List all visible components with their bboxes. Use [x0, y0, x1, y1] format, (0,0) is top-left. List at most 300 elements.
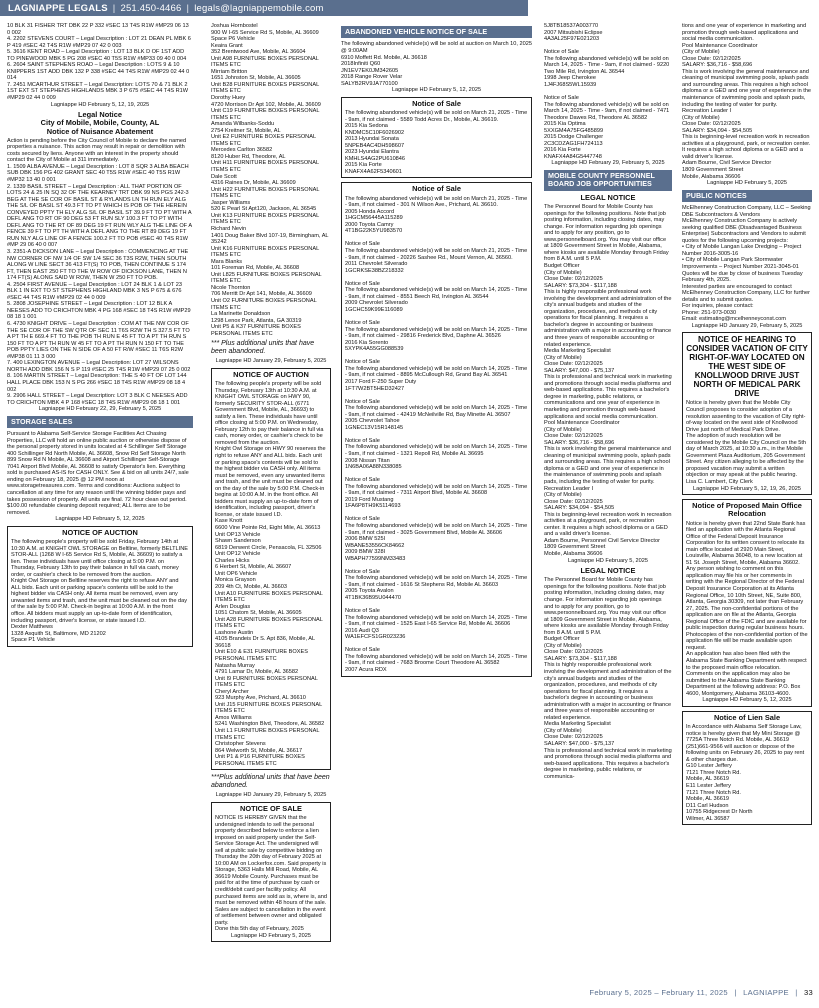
- notice-line: Joshua Hornbostel: [211, 23, 258, 29]
- notice-line: KNAFX4A84G5447748: [544, 153, 602, 160]
- notice-line: SALYB2RV9JA770100: [341, 80, 398, 87]
- notice-line: 8. 106 MARTIN STREET – Legal Description: THE S 40 FT OF LOT 144 HALL PLACE DBK 153 N S PG 266 #SEC 18 T4S R1W #MP29 08 18 4 002: [7, 373, 187, 393]
- notice-line: 1J4FJ68S5WL15939: [544, 81, 597, 88]
- notice-line: Adam Bourne, Personnel Civil Service Director: [544, 537, 660, 544]
- notice-line: 2019 Ford Mustang: [345, 496, 394, 503]
- notice-line: Notice of Sale: [345, 280, 380, 287]
- column-4-left: [544, 23, 672, 971]
- notice-line: Close Date: 02/12/2025: [544, 276, 603, 283]
- notice-line: 1GNEC13V15R148145: [345, 424, 404, 431]
- page-footer: [589, 988, 813, 997]
- notice-title: NOTICE OF AUCTION: [62, 527, 138, 537]
- legal-notice: [7, 526, 193, 647]
- notice-line: 6600 Vine Pointe Rd, Eight Mile, AL 36613: [215, 525, 321, 532]
- notice-line: 6. 4730 KNIGHT DRIVE – Legal Description : COM AT THE NW COR OF THE SE COR OF THE SW QTR OF SEC 11 T6S R2W TH S 327.5 FT TO A PT TH E 669.4 FT TO THE POB TH RUN E 45 FT TO A PT TH RUN S 150 FT TO A PT TH RUN W 45 FT TO A PT TH RUN N 150 FT TO THE POB PPTY LIES ON THE N SIDE OF A 50 FT R/W #SEC 11 T6S R2W #MP38 01 11 3 000: [7, 321, 190, 360]
- notice-line: Notice of Sale: [345, 437, 380, 444]
- notice-line: Phone: 251-973-0030: [682, 309, 737, 316]
- columns-area: [7, 23, 812, 971]
- publication-dates: Lagniappe HD February 5, 12, 2025: [55, 516, 145, 523]
- publication-dates: Lagniappe HD February 5, 12, 19, 26, 2025: [693, 485, 801, 492]
- column-3: [341, 23, 532, 971]
- notice-line: Close Date: 02/12/2025: [544, 433, 603, 440]
- notice-line: Notice of Sale: [345, 477, 380, 484]
- notice-line: Notice is hereby given that 22nd State Bank has filed an application with the Atlanta Regional Office of the Federal Deposit Insurance Corporation for its written consent to relocate its main office located at 2920 Main Street, Louisville, Alabama 36048, to a new location at 51 St. Joseph Street, Mobile, Alabama 36602.: [686, 520, 806, 566]
- notice-line: WBANE53556CK84662: [345, 542, 405, 549]
- legal-notice: [341, 182, 532, 676]
- footer-separator: |: [795, 988, 798, 997]
- legal-notice: [7, 111, 193, 413]
- notice-line: The following abandoned vehicle(s) will be sold on March 14, 2025 - Time - 9am, if not claimed - 9220 Two Mile Rd, Irvington AL 36544: [544, 55, 670, 75]
- notice-line: The following abandoned vehicle(s) will be sold on March 21, 2025 - Time - 9am, if not claimed - 5589 Todd Acres Dr., Mobile, AL 36619.: [345, 109, 528, 123]
- notice-line: 5. 3616 KENT ROAD – Legal Description : LOT 13 BLK D OF 1ST ADD TO PINEWOOD MBK 5 PG 208 #SEC 40 T5S R1W #MP33 09 40 0 004: [7, 49, 187, 62]
- notice-line: La Marinette Donaldson: [211, 311, 271, 318]
- notice-line: Amos Williams: [215, 714, 252, 721]
- notice-line: 2011 Chevrolet Silverado: [345, 261, 408, 268]
- notice-line: SALARY: $47,000 - $75,137: [544, 741, 615, 747]
- notice-line: Notice of Sale: [345, 359, 380, 366]
- publication-dates: Lagniappe HD February 5, 2025: [568, 557, 648, 564]
- notice-line: 2016 Kia Sorento: [345, 339, 389, 346]
- notice-line: 2017 Ford F-250 Super Duty: [345, 378, 417, 385]
- column-4: [544, 23, 812, 971]
- notice-text: [7, 431, 193, 523]
- notice-line: 5J8TB18537A003770: [544, 23, 599, 29]
- publication-dates: Lagniappe HD February 5, 12, 2025: [702, 697, 792, 704]
- publication-dates: Lagniappe HD January 29, February 5, 2025: [215, 358, 327, 365]
- legal-notice: [341, 97, 532, 179]
- notice-line: Charles Hicks: [215, 557, 250, 564]
- notice-line: 6 Herbert St, Mobile, AL 36607: [215, 564, 292, 571]
- notice-line: 2016 Kia Forte: [544, 147, 581, 154]
- notice-title: Notice of Proposed Main Office Relocation: [692, 501, 802, 519]
- publication-dates: Lagniappe HD February 5, 2025: [231, 932, 311, 939]
- notice-line: Unit H11 FURNITURE BOXES PERSONAL ITEMS ETC: [211, 160, 319, 174]
- notice-line: Monica Grayson: [215, 577, 256, 584]
- notice-line: Richard Nevin: [211, 225, 247, 232]
- notice-line: 2. 1339 BASIL STREET – Legal Description : ALL THAT PORTION OF LOTS 24 & 25 IN SQ 32 OF THE KEARNEY TRT DBK 99 NS PGS 242-3 BEG AT THE SE COR OF BASIL ST & RYLANDS LN TH RUN ELY ALG THE S/L OF BASIL ST 49.3 FT TO PT WHICH IS POB OF THE HEREIN CONVEYED PPTY TH ELY ALG S/L OF BASIL ST 39.9 FT TO PT WITH A DEFL ANG TO RT OF 90 DEG 53 FT RUN SLY 100.3 FT TO PT WITH DEFL ANG TO THE RT OF 89 DEG 19 FT RUN WLY ALG THE LINE OF A FENCE 39 FT TO PT TH WITH A DEFL ANG TO THE RT 89 DEG 19 FT RUN NLY ALG LINE OF A FENCE 100.2 FT TO POB #SEC 40 T4S R1W #MP 29 06 40 0 007: [7, 183, 192, 249]
- header-phone: 251.450-4466: [120, 2, 182, 14]
- notice-line: An application has also been filed with the Alabama State Banking Department with respect to the proposed main office relocation. Comments on the application may also be submitted to the Alabama State Banking Department at the following address: P.O. Box 4600, Montgomery, Alabama 36103-4600.: [686, 651, 807, 697]
- notice-line: Unit K13 FURNITURE BOXES PERSONAL ITEMS ETC: [211, 212, 319, 226]
- notice-text: [7, 23, 193, 108]
- notice-line: The following abandoned vehicle(s) will be sold on March 21, 2025 - Time - 9am, if not claimed - 301 N Wilson Ave., Prichard, AL 36610.: [345, 195, 528, 209]
- notice-line: 923 Murphy Ave, Prichard, AL 36610: [215, 695, 306, 702]
- notice-line: 5XXGM4A75FG485899: [544, 127, 604, 134]
- publication-dates: Lagniappe HD February 5, 12, 19, 2025: [50, 101, 150, 108]
- notice-line: Media Marketing Specialist: [544, 721, 611, 728]
- notice-line: Unit OP12 Vehicle: [215, 551, 261, 558]
- notice-line: SALARY: $36,716 - $58,696: [544, 439, 615, 446]
- notice-line: Unit OP13 Vehicle: [215, 531, 261, 538]
- notice-line: 2008 Nissan Titan: [345, 457, 390, 464]
- notice-line: The following abandoned vehicle(s) will be sold on March 14, 2025 - Time - 9am, if not claimed - 1321 Repoll Rd, Mobile AL 36695: [345, 444, 528, 457]
- column-2: [211, 23, 331, 971]
- notice-text: [682, 205, 812, 329]
- notice-title: NOTICE OF AUCTION: [233, 369, 309, 379]
- column-1: [7, 23, 193, 971]
- notice-line: tions and one year of experience in marketing and promotion through web-based applications and social media communication.: [682, 23, 807, 43]
- notice-line: Close Date: 02/12/2025: [682, 55, 741, 62]
- notice-title: Legal Notice City of Mobile, Mobile, County, AL Notice of Nuisance Abatement: [40, 110, 160, 136]
- notice-line: 209 4th Ct, Mobile, AL 36603: [215, 583, 287, 590]
- notice-line: 4A3AL25F97E021203: [544, 36, 600, 43]
- notice-line: • City of Mobile Langan Lake Dredging – Project Number 2016-3005-16: [682, 244, 802, 257]
- notice-line: Lisa C. Lambert, City Clerk: [686, 479, 753, 486]
- section-heading: STORAGE SALES: [7, 416, 193, 428]
- section-title: LAGNIAPPE LEGALS: [8, 2, 108, 14]
- notice-line: 4720 Morrison Dr Apt 102, Mobile, AL 36609: [211, 101, 321, 108]
- notice-line: Mobile, Alabama 36606: [682, 173, 741, 180]
- notice-line: The following abandoned vehicle(s) will be sold on March 14, 2025 - Time - 9am, if not claimed - 29816 Frederick Blvd, Daphne AL 36526: [345, 326, 528, 340]
- notice-line: The Personnel Board for Mobile County has openings for the following positions. Note that job posting information, including closing dates, may change. For information regarding job openings and to apply for any position, go to www.personnelboard.org. You may visit our office at 1809 Government Street in Mobile, Alabama, where kiosks are available Monday through Friday from 8 A.M. until 5 P.M.: [544, 577, 669, 636]
- publication-dates: Lagniappe HD February 29, February 5, 2025: [551, 160, 665, 167]
- footer-separator: |: [734, 988, 737, 997]
- notice-text: [211, 792, 331, 799]
- notice-line: Kase Knott: [215, 518, 243, 525]
- notice-line: Knight Owl Storage on Beltline reserves the right to refuse ANY and ALL bids. Each unit or parking space's contents will be sold to the highest bidder via CASH only. All items must be removed, even any unwanted items and trash, and the unit must be cleaned out on the day of the sale by 5:00 P.M. Check-in begins at 10:00 A.M. in the front office. All bidders must supply an up-to-date form of identification, including passport, driver's license, or state issued I.D.: [11, 578, 188, 624]
- notice-line: Nicole Thornton: [211, 284, 251, 291]
- notice-line: 2015 Kia Forte: [345, 162, 382, 169]
- notice-line: 2015 Kia Sedona: [345, 123, 388, 130]
- notice-line: 2007 Mitsubishi Eclipse: [544, 29, 603, 36]
- notice-line: 2015 Dodge Challenger: [544, 134, 604, 141]
- notice-line: 7121 Three Notch Rd.: [686, 789, 741, 796]
- notice-line: Notice of Sale: [544, 49, 579, 56]
- notice-line: 6910 Moffett Rd. Mobile, AL 36618: [341, 54, 427, 61]
- notice-title: Notice of Sale: [412, 98, 461, 108]
- notice-line: 2009 BMW 328I: [345, 549, 386, 556]
- notice-line: Pool Maintenance Coordinator: [544, 420, 620, 427]
- notice-line: (City of Mobile): [544, 426, 582, 433]
- notice-line: JN1EV7EK0JM342605: [341, 67, 399, 74]
- notice-line: Unit P1 & P16 FURNITURE BOXES PERSONAL ITEMS ETC: [215, 754, 305, 767]
- notice-line: The following abandoned vehicle(s) will be sold on March 14, 2025 - Time - 9am, if not claimed - 42419 McNeilville Rd, Bay Minette AL 36507: [345, 405, 528, 418]
- notice-line: Recreation Leader I: [544, 485, 594, 492]
- notice-line: Notice of Sale: [345, 241, 380, 248]
- notice-line: 5NPEB4AC4DH598607: [345, 142, 405, 149]
- notice-line: KNDMC5C10F6026902: [345, 129, 405, 136]
- notice-line: Mobile, AL 36619: [686, 776, 730, 783]
- notice-line: The following abandoned vehicle(s) will be sold on March 14, 2025 - Time - 9am, if not claimed - 1525 East I-65 Service Rd, Mobile AL 36606: [345, 614, 528, 628]
- notice-line: Arlen Douglas: [215, 603, 251, 610]
- publication-dates: Lagniappe HD February 22, 29, February 5, 2025: [38, 406, 162, 413]
- notice-line: This is highly responsible professional work involving the development and administration of the city's annual budgets and studies of the organization, procedures, and methods of city operations for fiscal planning. It requires a bachelor's degree in accounting or business administration with a major in accounting or finance and three years of responsible accounting or related experience.: [544, 289, 672, 348]
- notice-line: The following people's property will be sold Friday, February 14th at 10:30 A.M. at KNIGHT OWL STORAGE on Beltline, formerly BELTLINE STOR-ALL (1268 W I-65 Service Rd S, Mobile, AL 36609) to satisfy a lien. These individuals have until office closing at 5:00 P.M. on Thursday, February 13th to pay their balance in full via cash, money order, or cashier's check to be removed from the auction.: [11, 538, 188, 578]
- notice-line: Mercedes Carlton 36582: [211, 147, 273, 154]
- notice-line: 10755 Ridgecrest Dr North: [686, 809, 753, 816]
- notice-line: 4791 Lamar Dr, Mobile, AL 36582: [215, 669, 299, 676]
- abandoned-units-note: ***Plus additional units that have been abandoned.: [211, 774, 330, 790]
- notice-line: SALARY: $73,304 - $117,188: [544, 655, 617, 662]
- notice-line: Close Date: 02/12/2025: [544, 498, 603, 505]
- notice-line: Close Date: 02/12/2025: [682, 121, 741, 128]
- notice-line: 4105 Brandeis Dr S. Apt 836, Mobile, AL 36618: [215, 636, 315, 649]
- notice-line: 5. 2808 JOSEPHINE STREET – Legal Description : LOT 12 BLK A NEESES ADD TO CRICHTON MBK 4 PG 168 #SEC 18 T4S R1W #MP29 08 18 1 001: [7, 301, 191, 321]
- notice-line: 2C3CDZAG1FH724113: [544, 140, 603, 147]
- notice-line: Unit OP6 Vehicle: [215, 570, 258, 577]
- notice-line: 7121 Three Notch Rd.: [686, 769, 741, 776]
- header-email: legals@lagniappemobile.com: [194, 2, 324, 14]
- notice-line: Unit E2 FURNITURE BOXES PERSONAL ITEMS ETC: [211, 134, 316, 147]
- notice-line: The Personnel Board for Mobile County has openings for the following positions. Note that job posting information, including closing dates, may change. For information regarding job openings and to apply for any position, go to www.personnelboard.org. You may visit our office at 1809 Government Street in Mobile, Alabama, where kiosks are available Monday through Friday from 8 A.M. until 5 P.M.: [544, 204, 669, 263]
- notice-text: [544, 23, 672, 167]
- notice-line: WBAPH77599NM33483: [345, 555, 406, 562]
- notice-title: Notice of Lien Sale: [713, 712, 781, 722]
- notice-line: Unit C19 FURNITURE BOXES PERSONAL ITEMS ETC: [211, 108, 320, 121]
- notice-line: 2018 Range Rover Velar: [341, 74, 403, 81]
- notice-line: 5XYPK4A55GG088539: [345, 346, 404, 353]
- page-header: [0, 0, 819, 16]
- legal-notice: [211, 802, 331, 943]
- notice-line: Notice is hereby given that the Mobile City Council proposes to consider adoption of a resolution assenting to the vacation of City right-of-way located on the west side of Knollwood Drive just north of Medical Park Drive.: [686, 400, 806, 433]
- notice-line: Dexter Matthews: [11, 624, 53, 631]
- notice-line: 4T1BG22K5YU983570: [345, 228, 403, 235]
- notice-line: 2007 Acura RDX: [345, 667, 387, 674]
- notice-line: Wilmer, AL 36587: [686, 815, 730, 822]
- notice-line: 520 E Pearl St Apt120, Jackson, AL 36545: [211, 206, 317, 213]
- notice-line: Unit O2 FURNITURE BOXES PERSONAL ITEMS ETC: [211, 297, 317, 311]
- notice-line: 1N6BA06A88N338085: [345, 464, 402, 471]
- notice-line: (City of Mobile): [682, 114, 720, 121]
- notice-line: 9. 2906 HALL STREET – Legal Description: LOT 3 BLK C NEESES ADD TO CRICHTON MBK 4 P 168 #SEC 18 T4S R1W #MP29 08 18 1 001: [7, 393, 188, 406]
- notice-line: The following abandoned vehicle(s) will be sold at auction on March 10, 2025 @ 9:00AM: [341, 41, 532, 54]
- notice-line: Cheryl Archer: [215, 688, 249, 695]
- notice-line: KMHLS4AG2PU610846: [345, 155, 406, 162]
- notice-line: Media Marketing Specialist: [544, 348, 611, 355]
- notice-line: 2005 Toyota Avalon: [345, 588, 394, 595]
- notice-line: Unit A10 FURNITURE BOXES PERSONAL ITEMS ETC: [215, 590, 323, 604]
- legal-notice: [682, 499, 812, 707]
- notice-line: This is highly responsible professional work involving the development and administration of the city's annual budgets and studies of the organization, procedures, and methods of city operations for fiscal planning. It requires a bachelor's degree in accounting or business administration with a major in accounting or finance and three years of responsible accounting or related experience.: [544, 662, 672, 721]
- notice-line: (City of Mobile): [544, 727, 582, 734]
- publication-dates: Lagniappe HD February 5, 12, 2025: [391, 87, 482, 94]
- notice-line: Space P6 Vehicle: [211, 36, 255, 43]
- notice-line: Shawn Sanderson: [215, 538, 261, 545]
- notice-line: 1051 Chatom St, Mobile, AL 36605: [215, 610, 302, 617]
- notice-line: Mirriam Britton: [211, 68, 248, 75]
- notice-line: Close Date: 02/12/2025: [544, 361, 603, 368]
- notice-line: SALARY: $34,094 - $54,505: [544, 505, 615, 512]
- notice-line: Unit I9 FURNITURE BOXES PERSONAL ITEMS ETC: [215, 675, 318, 689]
- notice-line: Done this 5th day of February, 2025: [215, 926, 304, 933]
- notice-line: 7. 2451 MCARTHUR STREET – Legal Description: LOTS 70 & 71 BLK 2 1ST EXT ST STEPHENS HIGHLANDS MBK 3 P 675 #SEC 44 T4S R1W #MP29 02 44 0 009: [7, 81, 189, 102]
- notice-line: 2015 Kia Optima: [544, 121, 586, 128]
- notice-line: For inquiries, please contact:: [682, 303, 754, 310]
- notice-line: Notice of Sale: [345, 320, 380, 327]
- footer-publication: LAGNIAPPE: [743, 988, 789, 997]
- notice-line: Unit H22 FURNITURE BOXES PERSONAL ITEMS ETC: [211, 186, 320, 200]
- notice-line: Dale Scott: [211, 173, 237, 180]
- footer-dates: February 5, 2025 – February 11, 2025: [589, 988, 728, 997]
- notice-text: [211, 23, 331, 337]
- notice-line: Unit K16 FURNITURE BOXES PERSONAL ITEMS ETC: [211, 245, 319, 259]
- notice-line: Unit B28 FURNITURE BOXES PERSONAL ITEMS ETC: [211, 81, 319, 95]
- section-heading: MOBILE COUNTY PERSONNEL BOARD JOB OPPORTUNITIES: [544, 170, 672, 191]
- notice-line: 5241 Washington Blvd, Theodore, AL 36582: [215, 721, 325, 728]
- notice-line: Unit P5 & K37 FURNITURE BOXES PERSONAL ITEMS ETC: [211, 324, 301, 337]
- notice-line: 7. 400 LEXINGTON AVENUE – Legal Description: LOT 27 WILSONS NORTH ADD DBK 156 N S P 119 #SEC 25 T4S R1W #MP29 07 25 0 002: [7, 360, 191, 373]
- notice-line: 1401 Doug Baker Blvd 107-19, Birmingham, AL 35242: [211, 232, 329, 246]
- notice-line: D11 Carl Hudson: [686, 802, 729, 809]
- notice-line: 4. 2504 FIRST AVENUE – Legal Description : LOT 24 BLK 1 & LOT 23 BLK 1 IN EXT TO ST STEPHENS HIGHLAND MBK 3 NS P 675 & 676 #SEC 44 T4S R1W #MP29 02 44 0 009: [7, 281, 182, 301]
- notice-line: 6819 Derwent Circle, Pensacola, FL 32506: [215, 544, 322, 551]
- notice-line: 1651 Johnston St, Mobile, AL 36605: [211, 75, 301, 82]
- notice-line: This is professional and technical work in marketing and promotions through social media platforms and web-based applications. This requires a bachelor's degree in marketing, public relations, or communica-: [544, 747, 672, 780]
- notice-line: Unit L1 FURNITURE BOXES PERSONAL ITEMS ETC: [215, 727, 320, 741]
- notice-line: Quotes will be due by close of business Tuesday February 4th, 2025.: [682, 270, 803, 284]
- notice-line: 2009 Chevrolet Silverado: [345, 300, 408, 307]
- notice-line: 3. 2351-A DICKSON LANE – Legal Description : COMMENCING AT THE NW CORNER OF NW 1/4 OF SW 1/4 SEC 36 T3S R2W, THEN SOUTH ALONG W LINE SECT 36 413 FT(S) TO POB, THEN CONTINUE S 174 FT, THEN EAST 250 FT TO THE W ROW OF DICKSON LANE, THEN N 174 FT(S) ALONG SAID W ROW, THEN W 250 FT TO POB.: [7, 249, 189, 282]
- notice-line: Notice of Sale: [345, 398, 380, 405]
- notice-line: Notice of Sale: [345, 516, 380, 523]
- publication-dates: Lagniappe HD January 29, February 5, 2025: [215, 792, 327, 799]
- notice-line: KNAFX4A62F5340601: [345, 168, 402, 175]
- notice-line: Dorothy Huey: [211, 95, 246, 102]
- notice-text: [211, 358, 331, 365]
- notice-line: 1GCRKSE38BZ218332: [345, 267, 404, 274]
- notice-line: 352 Brentwood Ave, Mobile, AL 36604: [211, 49, 306, 56]
- notice-line: Unit L825 FURNITURE BOXES PERSONAL ITEMS ETC: [211, 271, 322, 285]
- column-5: [682, 23, 812, 971]
- notice-title: NOTICE OF HEARING TO CONSIDER VACATION OF CITY RIGHT-OF-WAY LOCATED ON THE WEST SIDE OF KNOLLWOOD DRIVE JUST NORTH OF MEDICAL PARK DRIVE: [686, 335, 808, 399]
- notice-line: Natasha Murray: [215, 662, 255, 669]
- notice-line: Adam Bourne, Civil Service Director: [682, 160, 772, 167]
- notice-line: E11 Lester Jeffery: [686, 782, 731, 789]
- notice-line: The following abandoned vehicle(s) will be sold on March 14, 2025 - Time - 9am, if not claimed - 3025 Government Blvd, Mobile AL 36606: [345, 523, 528, 536]
- notice-title: LEGAL NOTICE: [580, 192, 636, 202]
- notice-line: The following abandoned vehicle(s) will be sold on March 14, 2025 - Time - 9am, if not claimed - 7311 Airport Blvd, Mobile AL 36608: [345, 483, 528, 497]
- notice-line: Keaira Grant: [211, 42, 243, 49]
- legal-notice: [544, 194, 672, 564]
- notice-line: SALARY: $36,716 - $58,696: [682, 62, 753, 69]
- notice-line: (City of Mobile): [544, 492, 582, 499]
- notice-line: SALARY: $47,000 - $75,137: [544, 367, 615, 374]
- notice-line: This is professional and technical work in marketing and promotions through social media platforms and web-based applications. This requires a bachelor's degree in marketing, public relations, or communications and one year of experience in marketing and promotion through web-based applications and social media communication.: [544, 374, 672, 420]
- legal-notice: [682, 332, 812, 495]
- notice-line: Unit A28 FURNITURE BOXES PERSONAL ITEMS ETC: [215, 616, 323, 630]
- notice-line: This is work involving the general maintenance and cleaning of municipal swimming pools, splash pads and surrounding areas. This requires a high school diploma or a GED and one year of experience in the maintenance of swimming pools and splash pads, including the testing of water for purity.: [682, 68, 812, 108]
- notice-line: (City of Mobile): [544, 354, 582, 361]
- notice-line: NOTICE IS HEREBY GIVEN that the undersigned intends to sell the personal property described below to enforce a lien imposed on said property under the Self-Service Storage Act. The undersigned will sell at public sale by competitive bidding on Thursday the 20th day of February 2025 at 10:00 AM on Lockerfox.com. Said property is Storage, 5363 Halls Mill Road, Mobile, AL 36619 Mobile County. Purchases must be paid for at the time of purchase by cash or credit/debit card per facility policy. All purchased items are sold as is, where is, and must be removed within 48 hours of the sale. Sales are subject to cancellation in the event of settlement between owner and obligated party.: [215, 815, 327, 926]
- notice-line: Space P1 Vehicle: [11, 637, 55, 644]
- notice-line: 1298 Lenox Park, Atlanta, GA 30319: [211, 317, 302, 324]
- notice-line: Notice of Sale: [345, 647, 380, 654]
- notice-line: 1GCHC59K99E116089: [345, 306, 403, 313]
- notice-line: McElhenney Construction Company is actively seeking qualified DBE (Disadvantaged Business Enterprise) Subcontractors and Vendors to submit quotes for the following upcoming projects:: [682, 218, 806, 244]
- notice-line: 2006 BMW 525I: [345, 536, 386, 543]
- notice-line: 4T1BK36B95U044470: [345, 595, 401, 602]
- notice-line: Mobile, AL 36619: [686, 796, 730, 803]
- notice-line: • City of Mobile Langan Park Stormwater Improvements – Project Number 2021-3045-01: [682, 257, 799, 270]
- notice-line: Any person wishing to comment on this application may file his or her comments in writing with the Regional Director of the Federal Deposit Insurance Corporation at its Atlanta Regional Office, 10 10th Street, NE, Suite 800, Atlanta, Georgia 30309, not later than February 27, 2025. The non-confidential portions of the application are on file at the Atlanta, Georgia Regional Office of the FDIC and are available for public inspection during regular business hours. Photocopies of the non-confidential portion of the application file will be made available upon request.: [686, 566, 808, 651]
- publication-dates: Lagniappe HD January 29, February 5, 2025: [691, 322, 803, 329]
- notice-line: The following abandoned vehicle(s) will be sold on March 14, 2025 - Time - 9am, if not claimed - 7471 Theodore Dawes Rd, Theodore AL 36582: [544, 101, 670, 121]
- notice-line: 1FA6P8TH9K5114693: [345, 503, 401, 510]
- notice-line: Lashone Austin: [215, 629, 254, 636]
- notice-line: Notice of Sale: [544, 95, 579, 102]
- header-separator: |: [112, 2, 116, 14]
- notice-line: G10 Lester Jeffery: [686, 763, 732, 770]
- notice-line: 864 Welworth St, Mobile, AL 36617: [215, 747, 303, 754]
- legal-notice: [211, 368, 331, 770]
- notice-line: This is beginning-level recreation work in recreation activities at a playground, park, or recreation center. It requires a high school diploma or a GED and a valid driver's license.: [682, 134, 811, 160]
- notice-line: 2013 Hyundai Sonata: [345, 136, 399, 143]
- notice-title: LEGAL NOTICE: [580, 566, 636, 576]
- notice-line: Notice of Sale: [345, 568, 380, 575]
- notice-line: Budget Officer: [544, 636, 580, 643]
- notice-line: Close Date: 02/12/2025: [544, 734, 603, 741]
- notice-line: Pursuant to Alabama Self-Service Storage Facilities Act Chasing Properties, LLC will hold an online public auction or otherwise dispose of the personal property stored in units located at 4 Schillinger Self Storage 400 Schillinger Rd North Mobile, AL 36608, Snow Rd Self Storage North 899 Snow Rd N Mobile, AL 36608 and Airport Schillinger Self-Storage 7041 Airport Blvd Mobile, AL 36608 to satisfy Operator's lien. Everything sold is purchased AS-IS for CASH ONLY. See & bid on all units 24/7, sale ending on February 18, 2025 @ 12 PM noon at www.storagetreasures.com. Terms and conditions: Auctions subject to cancellation at any time for any reason until the winning bidder pays and takes possession of property. All units are final. 72 hour clean out period. $100.00 refundable cleaning deposit required; ALL items are to be removed.: [7, 431, 189, 516]
- notice-line: 1FT7W2BT5HED32427: [345, 385, 405, 392]
- notice-line: Unit A98 FURNITURE BOXES PERSONAL ITEMS ETC: [211, 55, 319, 69]
- notice-line: 1328 Asquith St, Baltimore, MD 21202: [11, 630, 106, 637]
- notice-line: The following abandoned vehicle(s) will be sold on March 14, 2025 - Time - 9am, if not claimed - 1616 St Stephens Rd, Mobile AL 36603: [345, 575, 528, 588]
- notice-line: 6. 2604 SAINT STEPHENS ROAD – Legal Description : LOTS 9 & 10 KNIPPERS 1ST ADD DBK 132 P 338 #SEC 44 T4S R1W #MP29 02 44 0 014: [7, 62, 190, 82]
- notice-line: (City of Mobile): [544, 269, 582, 276]
- notice-line: 1809 Government Street: [682, 167, 744, 174]
- header-band: [0, 0, 528, 16]
- notice-title: NOTICE OF SALE: [239, 803, 302, 813]
- legal-notice: [682, 711, 812, 825]
- notice-line: Close Date: 02/12/2025: [544, 649, 603, 656]
- notice-line: SALARY: $34,094 - $54,505: [682, 127, 753, 134]
- notice-line: The following abandoned vehicle(s) will be sold on March 14, 2025 - Time - 9am, if not claimed - 7683 Broome Court Theodore AL 36582: [345, 653, 528, 667]
- notice-line: 2018Infiniti Q60: [341, 61, 381, 68]
- notice-line: 1809 Government Street: [544, 544, 606, 551]
- notice-line: 101 Foreman Rd, Mobile, AL 36608: [211, 265, 300, 272]
- abandoned-units-note: *** Plus additional units that have been abandoned.: [211, 340, 315, 356]
- notice-line: SALARY: $73,304 - $117,188: [544, 282, 617, 289]
- notice-line: The following abandoned vehicle(s) will be sold on March 14, 2025 - Time - 9am, if not claimed - 8895 McCullough Rd, Grand Bay AL 36541: [345, 365, 528, 379]
- notice-line: Christopher Stevens: [215, 741, 266, 748]
- notice-line: 10 BLK 31 FISHER TRT DBK 22 P 332 #SEC 13 T4S R1W #MP29 06 13 0 002: [7, 23, 189, 36]
- notice-line: (City of Mobile): [544, 642, 582, 649]
- notice-line: The following people's property will be sold Thursday, February 13th at 10:30 A.M. at KNIGHT OWL STORAGE on HWY 90, formerly SECURITY STOR-ALL (6771 Government Blvd, Mobile, AL, 36693) to satisfy a lien. These individuals have until office closing at 5:00 P.M. on Wednesday, February 12th to pay their balance in full via cash, money order, or cashier's check to be removed from the auction.: [215, 381, 324, 446]
- notice-line: Mara Blanks: [211, 258, 243, 265]
- notice-line: Action is pending before the City Council of Mobile to declare the named properties a nuisance. This action may result in repair or demolition with costs secured by liens. Anyone with an interest in the property should contact the City of Mobile at 311 immediately.: [7, 137, 187, 164]
- legal-notice: [544, 567, 672, 780]
- notice-line: Interested parties are encouraged to contact McElhenney Construction Company, LLC for further details and to submit quotes.: [682, 283, 810, 303]
- notice-title: Notice of Sale: [412, 184, 461, 194]
- notice-line: Unit E10 & E31 FURNITURE BOXES PERSONAL ITEMS ETC: [215, 649, 308, 662]
- notice-line: 2016 Audi Q3: [345, 627, 379, 634]
- notice-line: 2000 Toyota Camry: [345, 221, 394, 228]
- notice-line: The following abandoned vehicle(s) will be sold on March 14, 2025 - Time - 9am, if not claimed - 8551 Beech Rd, Irvington AL 36544: [345, 287, 528, 300]
- notice-text: [341, 41, 532, 93]
- notice-line: Recreation Leader I: [682, 108, 732, 115]
- notice-line: Pool Maintenance Coordinator: [682, 42, 758, 49]
- notice-line: McElhenney Construction Company, LLC – Seeking DBE Subcontractors & Vendors: [682, 205, 811, 218]
- notice-line: The adoption of such resolution will be considered by the Mobile City Council on the 5th day of March 2025, at 10:30 a.m., in the Mobile Government Plaza Auditorium, 205 Government Street. Any citizen alleging to be affected by the proposed vacation may submit a written objection or may speak at the public hearing.: [686, 433, 807, 479]
- notice-line: This is work involving the general maintenance and cleaning of municipal swimming pools, splash pads and surrounding areas. This requires a high school diploma or a GED and one year of experience in the maintenance of swimming pools and splash pads, including the testing of water for purity.: [544, 446, 671, 486]
- notice-line: 2023 Hyundai Elantra: [345, 149, 399, 156]
- notice-line: Unit J15 FURNITURE BOXES PERSONAL ITEMS ETC: [215, 701, 323, 715]
- notice-line: The following abandoned vehicle(s) will be sold on March 21, 2025 - Time - 9am, if not claimed - 20226 Sashee Rd., Mount Vernon, AL 36560.: [345, 248, 528, 261]
- notice-line: Amanda Wilbanks-Soddu: [211, 121, 275, 128]
- notice-line: (City of Mobile): [682, 49, 720, 56]
- notice-line: Budget Officer: [544, 262, 580, 269]
- notice-line: 8120 Huber Rd, Theodore, AL: [211, 153, 286, 160]
- notice-line: 2754 Kreitner St, Mobile, AL: [211, 127, 281, 134]
- section-heading: PUBLIC NOTICES: [682, 190, 812, 202]
- section-heading: ABANDONED VEHICLE NOTICE OF SALE: [341, 26, 532, 38]
- notice-line: WA1EFCFS1GR023236: [345, 634, 406, 641]
- notice-line: 1HGCM56445A115289: [345, 215, 403, 222]
- notice-line: 706 Merritt Dr Apt 141, Mobile, AL 36609: [211, 291, 312, 298]
- notice-line: 1998 Jeep Cherokee: [544, 75, 596, 82]
- notice-line: In Accordance with Alabama Self Storage Law, notice is hereby given that My Mini Storage @ 7725A Three Notch Rd. Mobile, AL 36619 (251)661-9566 will auction or dispose of the following units on February 26, 2025 to pay rent & other charges due.: [686, 724, 805, 763]
- notice-line: 4316 Raines Dr, Mobile, AL 36609: [211, 180, 296, 187]
